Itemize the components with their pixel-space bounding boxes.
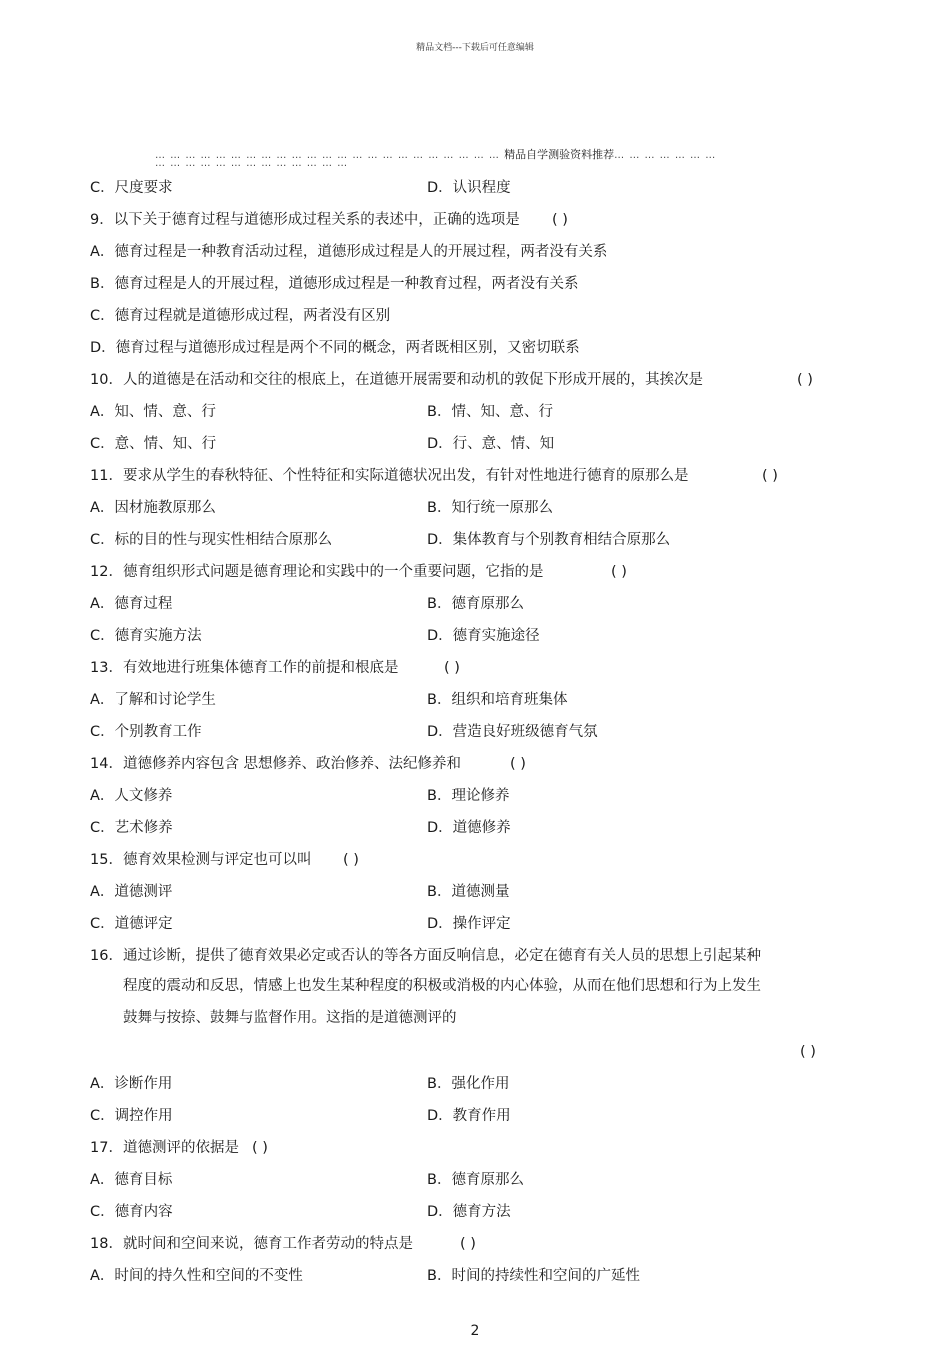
option-b: B．知行统一原那么 [427,500,553,516]
question-16: 16．通过诊断，提供了德育效果必定或否认的等各方面反响信息，必定在德育有关人员的思想上引起某种 [90,948,761,964]
option-b: B．强化作用 [427,1076,510,1092]
option-d: D．德育实施途径 [427,628,540,644]
answer-paren-15: ( ) [343,852,359,868]
question-12: 12．德育组织形式问题是德育理论和实践中的一个重要问题，它指的是 [90,564,544,580]
option-d: D．营造良好班级德育气氛 [427,724,598,740]
option-d: D．操作评定 [427,916,511,932]
option-b: B．时间的持续性和空间的广延性 [427,1268,640,1284]
answer-paren-9: ( ) [552,212,568,228]
option-d: D．德育方法 [427,1204,511,1220]
option-b: B．理论修养 [427,788,510,804]
question-14: 14．道德修养内容包含 思想修养、政治修养、法纪修养和 [90,756,462,772]
option-d: D．认识程度 [427,180,511,196]
option-b: B．道德测量 [427,884,510,900]
question-9: 9．以下关于德育过程与道德形成过程关系的表述中，正确的选项是 [90,212,520,228]
option-c: C．意、情、知、行 [90,436,217,452]
option-d: D．教育作用 [427,1108,511,1124]
option-a: A．人文修养 [90,788,173,804]
question-17: 17．道德测评的依据是 [90,1140,239,1156]
question-10: 10．人的道德是在活动和交往的根底上，在道德开展需要和动机的敦促下形成开展的，其挨次是 [90,372,703,388]
answer-paren-13: ( ) [444,660,460,676]
option-b: B．情、知、意、行 [427,404,553,420]
option-c: C．艺术修养 [90,820,173,836]
option-a: A．诊断作用 [90,1076,173,1092]
option-a: A．时间的持久性和空间的不变性 [90,1268,303,1284]
answer-paren-14: ( ) [510,756,526,772]
question-18: 18．就时间和空间来说，德育工作者劳动的特点是 [90,1236,413,1252]
option-a: A．因材施教原那么 [90,500,216,516]
header-note: 精品文档---下载后可任意编辑 [416,43,534,53]
page-number: 2 [470,1323,480,1339]
option-b: B．德育过程是人的开展过程，道德形成过程是一种教育过程，两者没有关系 [90,276,579,292]
banner-middle-text: 精品自学测验资料推荐 [504,148,615,161]
option-c: C．德育内容 [90,1204,173,1220]
question-15: 15．德育效果检测与评定也可以叫 [90,852,312,868]
option-c: C．调控作用 [90,1108,173,1124]
option-a: A．了解和讨论学生 [90,692,216,708]
answer-paren-12: ( ) [611,564,627,580]
answer-paren-17: ( ) [252,1140,268,1156]
option-a: A．道德测评 [90,884,173,900]
answer-paren-10: ( ) [797,372,813,388]
option-c: C．标的目的性与现实性相结合原那么 [90,532,333,548]
option-c: C．尺度要求 [90,180,173,196]
banner-middle-dots: … [614,150,626,161]
option-a: A．知、情、意、行 [90,404,216,420]
banner-second-dots: … … … … … … … … … … … … … [155,158,349,169]
answer-paren-11: ( ) [762,468,778,484]
option-d: D．道德修养 [427,820,511,836]
banner-left-dots: … … … … … … … … … … … … … … … … … … … … … … … [155,150,500,161]
question-13: 13．有效地进行班集体德育工作的前提和根底是 [90,660,399,676]
option-c: C．个别教育工作 [90,724,202,740]
option-d: D．德育过程与道德形成过程是两个不同的概念，两者既相区别，又密切联系 [90,340,580,356]
question-11: 11．要求从学生的春秋特征、个性特征和实际道德状况出发，有针对性地进行德育的原那么是 [90,468,689,484]
option-b: B．德育原那么 [427,1172,524,1188]
option-d: D．行、意、情、知 [427,436,555,452]
question-16-continued: 程度的震动和反思，情感上也发生某种程度的积极或消极的内心体验，从而在他们思想和行为上发生 [123,978,761,994]
question-16-continued: 鼓舞与按捺、鼓舞与监督作用。这指的是道德测评的 [123,1010,457,1026]
option-a: A．德育目标 [90,1172,173,1188]
option-c: C．德育实施方法 [90,628,202,644]
option-a: A．德育过程 [90,596,173,612]
answer-paren-16: ( ) [800,1044,816,1060]
option-b: B．组织和培育班集体 [427,692,568,708]
option-c: C．德育过程就是道德形成过程，两者没有区别 [90,308,391,324]
option-d: D．集体教育与个别教育相结合原那么 [427,532,671,548]
option-b: B．德育原那么 [427,596,524,612]
banner-right-dots: … … … … … … [629,150,717,161]
option-a: A．德育过程是一种教育活动过程，道德形成过程是人的开展过程，两者没有关系 [90,244,608,260]
answer-paren-18: ( ) [460,1236,476,1252]
option-c: C．道德评定 [90,916,173,932]
